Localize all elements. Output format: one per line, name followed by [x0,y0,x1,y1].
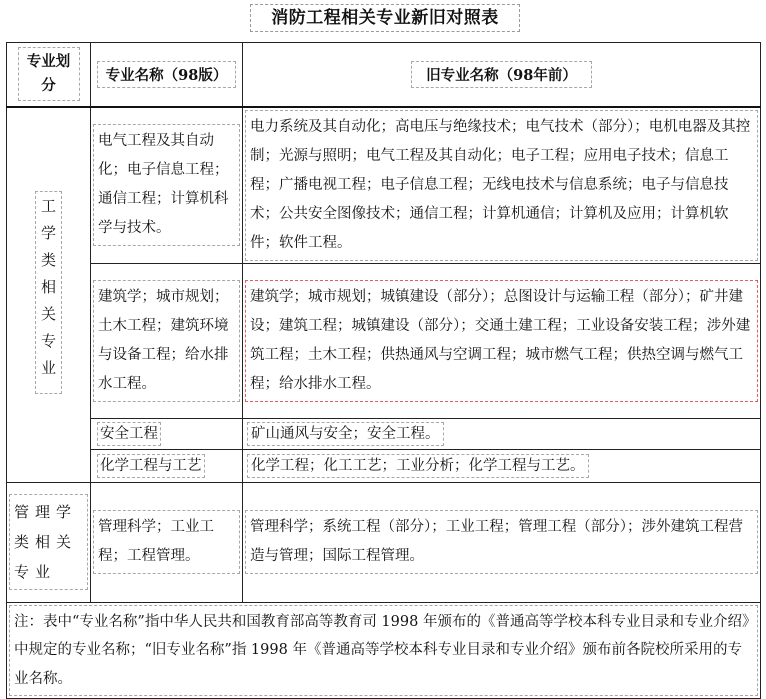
old-name-cell [243,418,761,449]
table-row [7,263,761,418]
old-name-cell [243,482,761,602]
header-new-name: 专业名称（98版） [97,61,237,88]
new-name-cell [91,107,243,264]
new-name: 建筑学；城市规划；土木工程；建筑环境与设备工程；给水排水工程。 [93,280,240,402]
new-name-cell [91,418,243,449]
new-name-cell [91,263,243,418]
new-name: 电气工程及其自动化；电子信息工程；通信工程；计算机科学与技术。 [93,124,240,246]
old-name: 化学工程；化工工艺；工业分析；化学工程与工艺。 [247,454,589,478]
old-name: 建筑学；城市规划；城镇建设（部分）；总图设计与运输工程（部分）；矿井建设；建筑工程；城镇建设（部分）；交通土建工程；工业设备安装工程；涉外建筑工程；土木工程；供热通风与空调工程；城市燃气工程；供热空调与燃气工程；给水排水工程。 [245,280,758,402]
new-name: 化学工程与工艺 [97,454,205,478]
header-old-cell [243,43,761,107]
category-cell [7,107,91,483]
category-cell [7,482,91,602]
note-row [7,602,761,699]
old-name-cell [243,107,761,264]
new-name: 管理科学；工业工程；工程管理。 [93,510,240,574]
footnote: 注：表中“专业名称”指中华人民共和国教育部高等教育司 1998 年颁布的《普通高等学校本科专业目录和专业介绍》中规定的专业名称；“旧专业名称”指 1998 年《普通高等学校本科专业目录和专业介绍》颁布前各院校所采用的专业名称。 [9,605,758,697]
old-name-cell [243,263,761,418]
header-new-cell [91,43,243,107]
note-cell [7,602,761,699]
table-row [7,482,761,602]
header-category: 专业划分 [18,47,80,101]
old-name: 管理科学；系统工程（部分）；工业工程；管理工程（部分）；涉外建筑工程营造与管理；国际工程管理。 [245,510,758,574]
header-category-cell [7,43,91,107]
new-name-cell [91,449,243,482]
category-engineering: 工学类相关专业 [35,191,62,394]
old-name: 电力系统及其自动化；高电压与绝缘技术；电气技术（部分）；电机电器及其控制；光源与照明；电气工程及其自动化；电子工程；应用电子技术；信息工程；广播电视工程；电子信息工程；无线电技术与信息系统；电子与信息技术；公共安全图像技术；通信工程；计算机通信；计算机及应用；计算机软件；软件工程。 [245,110,758,261]
table-row [7,418,761,449]
new-name-cell [91,482,243,602]
old-name: 矿山通风与安全；安全工程。 [247,422,444,446]
table-row [7,107,761,264]
page-title: 消防工程相关专业新旧对照表 [250,4,520,32]
header-old-name: 旧专业名称（98年前） [411,61,592,88]
old-name-cell [243,449,761,482]
new-name: 安全工程 [97,422,161,446]
category-management: 管理学类相关专业 [9,494,88,590]
table-row [7,449,761,482]
header-row [7,43,761,107]
comparison-table [6,42,761,699]
